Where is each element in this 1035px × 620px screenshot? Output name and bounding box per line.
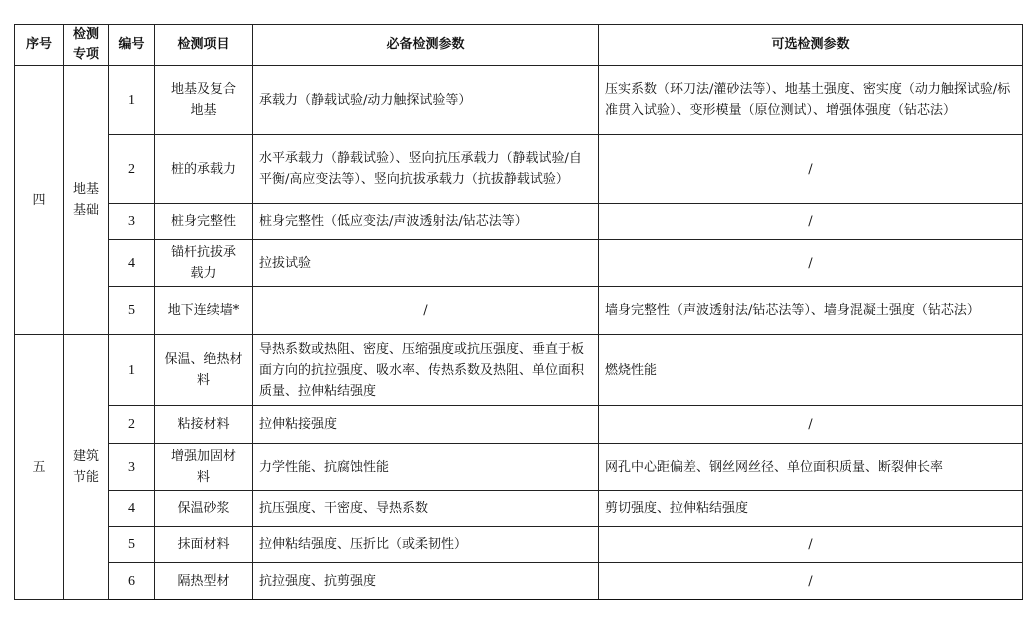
row-required: 抗拉强度、抗剪强度 — [253, 563, 599, 600]
row-item: 桩身完整性 — [155, 204, 253, 240]
row-required: 桩身完整性（低应变法/声波透射法/钻芯法等） — [253, 204, 599, 240]
row-optional: / — [599, 563, 1023, 600]
header-item: 检测项目 — [155, 25, 253, 66]
row-num: 2 — [109, 406, 155, 444]
row-item: 隔热型材 — [155, 563, 253, 600]
row-optional: / — [599, 204, 1023, 240]
detection-parameters-table — [14, 24, 1023, 600]
row-item: 保温、绝热材料 — [155, 335, 253, 406]
row-num: 3 — [109, 444, 155, 491]
row-required: 力学性能、抗腐蚀性能 — [253, 444, 599, 491]
row-required: 导热系数或热阻、密度、压缩强度或抗压强度、垂直于板面方向的抗拉强度、吸水率、传热系数及热阻、单位面积质量、拉伸粘结强度 — [253, 335, 599, 406]
group-category: 地基基础 — [64, 66, 109, 335]
row-num: 2 — [109, 135, 155, 204]
row-item: 抹面材料 — [155, 527, 253, 563]
header-seq: 序号 — [15, 25, 64, 66]
row-item: 地基及复合地基 — [155, 66, 253, 135]
row-num: 1 — [109, 66, 155, 135]
header-num: 编号 — [109, 25, 155, 66]
row-required: 抗压强度、干密度、导热系数 — [253, 491, 599, 527]
row-num: 5 — [109, 527, 155, 563]
row-item: 桩的承载力 — [155, 135, 253, 204]
row-optional: 燃烧性能 — [599, 335, 1023, 406]
row-optional: 网孔中心距偏差、钢丝网丝径、单位面积质量、断裂伸长率 — [599, 444, 1023, 491]
header-category: 检测专项 — [64, 25, 109, 66]
row-optional: / — [599, 527, 1023, 563]
header-optional: 可选检测参数 — [599, 25, 1023, 66]
row-required: 承载力（静载试验/动力触探试验等） — [253, 66, 599, 135]
row-item: 地下连续墙* — [155, 287, 253, 335]
group-seq: 四 — [15, 66, 64, 335]
row-optional: / — [599, 135, 1023, 204]
row-item: 锚杆抗拔承载力 — [155, 240, 253, 287]
row-required: / — [253, 287, 599, 335]
row-item: 增强加固材料 — [155, 444, 253, 491]
table-row — [15, 66, 1023, 135]
table-row — [15, 240, 1023, 287]
row-num: 1 — [109, 335, 155, 406]
row-required: 拉伸粘结强度、压折比（或柔韧性） — [253, 527, 599, 563]
table-row — [15, 204, 1023, 240]
table-row — [15, 135, 1023, 204]
row-num: 3 — [109, 204, 155, 240]
row-num: 4 — [109, 491, 155, 527]
table-row — [15, 491, 1023, 527]
table-row — [15, 287, 1023, 335]
row-required: 拉伸粘接强度 — [253, 406, 599, 444]
table-row — [15, 444, 1023, 491]
row-optional: 压实系数（环刀法/灌砂法等）、地基土强度、密实度（动力触探试验/标准贯入试验）、变形模量（原位测试）、增强体强度（钻芯法） — [599, 66, 1023, 135]
header-required: 必备检测参数 — [253, 25, 599, 66]
row-required: 水平承载力（静载试验）、竖向抗压承载力（静载试验/自平衡/高应变法等）、竖向抗拔承载力（抗拔静载试验） — [253, 135, 599, 204]
row-item: 保温砂浆 — [155, 491, 253, 527]
row-optional: / — [599, 406, 1023, 444]
table-row — [15, 406, 1023, 444]
row-optional: / — [599, 240, 1023, 287]
table-row — [15, 563, 1023, 600]
row-num: 5 — [109, 287, 155, 335]
row-num: 6 — [109, 563, 155, 600]
row-optional: 剪切强度、拉伸粘结强度 — [599, 491, 1023, 527]
row-num: 4 — [109, 240, 155, 287]
row-optional: 墙身完整性（声波透射法/钻芯法等）、墙身混凝土强度（钻芯法） — [599, 287, 1023, 335]
group-category: 建筑节能 — [64, 335, 109, 600]
table-header-row — [15, 25, 1023, 66]
table-row — [15, 335, 1023, 406]
row-item: 粘接材料 — [155, 406, 253, 444]
table-row — [15, 527, 1023, 563]
row-required: 拉拔试验 — [253, 240, 599, 287]
group-seq: 五 — [15, 335, 64, 600]
